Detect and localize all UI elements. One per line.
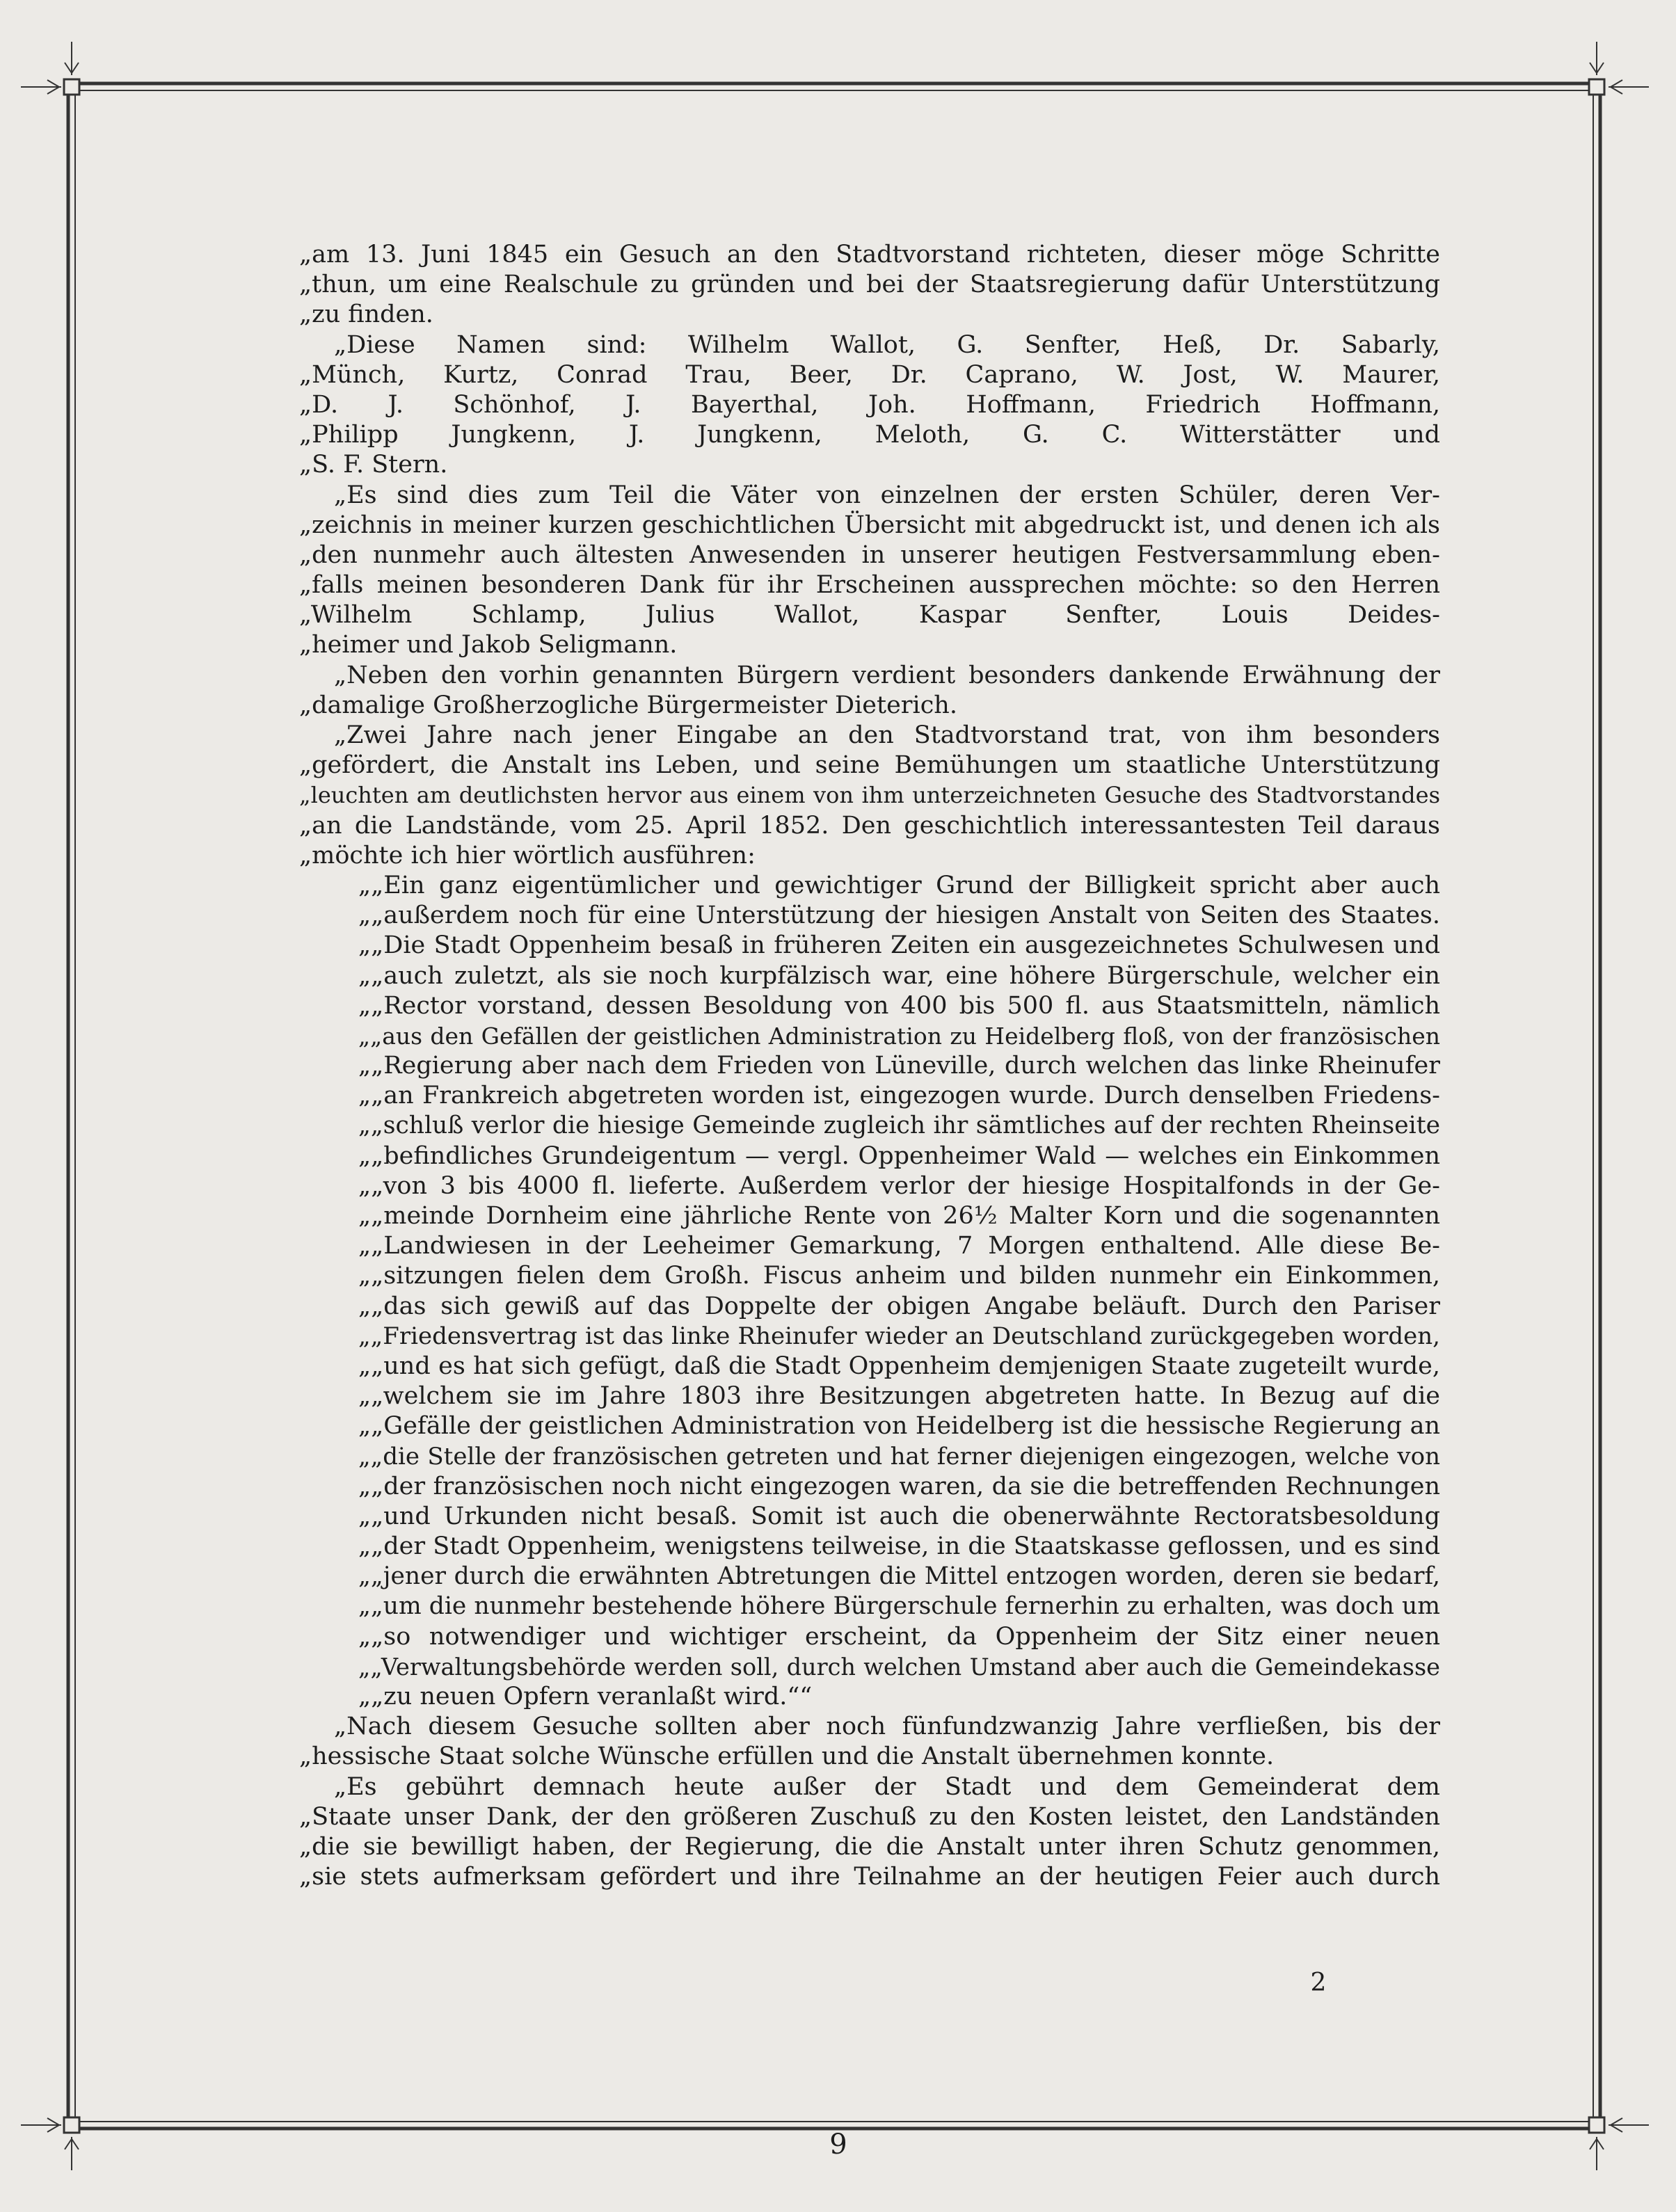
text-line: „„befindliches Grundeigentum — vergl. Oppenheimer Wald — welches ein Einkommen xyxy=(358,1141,1440,1170)
text-line: „„welchem sie im Jahre 1803 ihre Besitzungen abgetreten hatte. In Bezug auf die xyxy=(358,1382,1440,1411)
text-line: „„schluß verlor die hiesige Gemeinde zugleich ihr sämtliches auf der rechten Rheinseite xyxy=(358,1112,1440,1140)
text-line: „falls meinen besonderen Dank für ihr Erscheinen aussprechen möchte: so den Herren xyxy=(299,571,1440,600)
text-line: „den nunmehr auch ältesten Anwesenden in unserer heutigen Festversammlung eben- xyxy=(299,540,1440,569)
text-line: „„Ein ganz eigentümlicher und gewichtiger Grund der Billigkeit spricht aber auch xyxy=(358,871,1440,899)
text-line: „„auch zuletzt, als sie noch kurpfälzisch war, eine höhere Bürgerschule, welcher ein xyxy=(358,961,1440,990)
text-line: „Es sind dies zum Teil die Väter von einzelnen der ersten Schüler, deren Ver- xyxy=(334,481,1440,509)
text-line: „damalige Großherzogliche Bürgermeister Dieterich. xyxy=(299,691,957,719)
text-line: „heimer und Jakob Seligmann. xyxy=(299,631,678,659)
text-line: „S. F. Stern. xyxy=(299,451,448,479)
text-line: „zeichnis in meiner kurzen geschichtlichen Übersicht mit abgedruckt ist, und denen ich als xyxy=(299,511,1440,539)
text-line: „Nach diesem Gesuche sollten aber noch fünfundzwanzig Jahre verfließen, bis der xyxy=(334,1713,1440,1741)
text-line: „gefördert, die Anstalt ins Leben, und seine Bemühungen um staatliche Unterstützung xyxy=(299,751,1440,780)
text-line: „zu finden. xyxy=(299,300,433,329)
text-line: „Zwei Jahre nach jener Eingabe an den Stadtvorstand trat, von ihm besonders xyxy=(334,721,1440,749)
text-line: „möchte ich hier wörtlich ausführen: xyxy=(299,841,756,869)
text-line: „Wilhelm Schlamp, Julius Wallot, Kaspar Senfter, Louis Deides- xyxy=(299,601,1440,630)
text-line: „„zu neuen Opfern veranlaßt wird.““ xyxy=(358,1683,813,1710)
text-line: „Neben den vorhin genannten Bürgern verdient besonders dankende Erwähnung der xyxy=(334,661,1440,689)
text-line: „Philipp Jungkenn, J. Jungkenn, Meloth, G. C. Witterstätter und xyxy=(299,421,1440,449)
text-line: „„Verwaltungsbehörde werden soll, durch welchen Umstand aber auch die Gemeindekasse xyxy=(358,1653,1440,1681)
text-line: „„und es hat sich gefügt, daß die Stadt Oppenheim demjenigen Staate zugeteilt wurde, xyxy=(358,1352,1440,1380)
text-line: „am 13. Juni 1845 ein Gesuch an den Stadtvorstand richteten, dieser möge Schritte xyxy=(299,241,1440,269)
text-line: „„jener durch die erwähnten Abtretungen die Mittel entzogen worden, deren sie bedarf, xyxy=(358,1562,1440,1591)
text-line: „„sitzungen fielen dem Großh. Fiscus anheim und bilden nunmehr ein Einkommen, xyxy=(358,1262,1440,1290)
text-line: „„die Stelle der französischen getreten und hat ferner diejenigen eingezogen, welche von xyxy=(358,1442,1440,1470)
text-line: „„Regierung aber nach dem Frieden von Lüneville, durch welchen das linke Rheinufer xyxy=(358,1052,1440,1080)
text-line: „sie stets aufmerksam gefördert und ihre Teilnahme an der heutigen Feier auch durch xyxy=(299,1863,1440,1891)
text-line: „„aus den Gefällen der geistlichen Administration zu Heidelberg floß, von der französischen xyxy=(358,1022,1440,1050)
text-line: „Diese Namen sind: Wilhelm Wallot, G. Senfter, Heß, Dr. Sabarly, xyxy=(334,330,1440,359)
text-line: „„Landwiesen in der Leeheimer Gemarkung, 7 Morgen enthaltend. Alle diese Be- xyxy=(358,1232,1440,1260)
text-line: „Staate unser Dank, der den größeren Zuschuß zu den Kosten leistet, den Landständen xyxy=(299,1802,1440,1831)
text-line: „„um die nunmehr bestehende höhere Bürgerschule fernerhin zu erhalten, was doch um xyxy=(358,1592,1440,1621)
text-line: „Münch, Kurtz, Conrad Trau, Beer, Dr. Caprano, W. Jost, W. Maurer, xyxy=(299,360,1440,389)
text-line: „„an Frankreich abgetreten worden ist, eingezogen wurde. Durch denselben Friedens- xyxy=(358,1082,1440,1110)
text-line: „leuchten am deutlichsten hervor aus einem von ihm unterzeichneten Gesuche des Stadtvorstandes xyxy=(299,782,1440,809)
text-line: „an die Landstände, vom 25. April 1852. Den geschichtlich interessantesten Teil daraus xyxy=(299,811,1440,840)
text-line: „Es gebührt demnach heute außer der Stadt und dem Gemeinderat dem xyxy=(334,1772,1440,1801)
text-line: „„Rector vorstand, dessen Besoldung von 400 bis 500 fl. aus Staatsmitteln, nämlich xyxy=(358,991,1440,1020)
text-line: „„Friedensvertrag ist das linke Rheinufer wieder an Deutschland zurückgegeben worden, xyxy=(358,1322,1440,1350)
page-number: 9 xyxy=(829,2129,847,2161)
body-text xyxy=(299,240,1440,1892)
text-line: „„der französischen noch nicht eingezogen waren, da sie die betreffenden Rechnungen xyxy=(358,1472,1440,1500)
sheet-marker: 2 xyxy=(1310,1969,1327,1997)
text-line: „„außerdem noch für eine Unterstützung der hiesigen Anstalt von Seiten des Staates. xyxy=(358,901,1440,930)
text-line: „„so notwendiger und wichtiger erscheint, da Oppenheim der Sitz einer neuen xyxy=(358,1622,1440,1651)
text-line: „thun, um eine Realschule zu gründen und bei der Staatsregierung dafür Unterstützung xyxy=(299,271,1440,299)
text-line: „„der Stadt Oppenheim, wenigstens teilweise, in die Staatskasse geflossen, und es sind xyxy=(358,1532,1440,1561)
text-line: „die sie bewilligt haben, der Regierung, die die Anstalt unter ihren Schutz genommen, xyxy=(299,1832,1440,1861)
text-line: „„Die Stadt Oppenheim besaß in früheren Zeiten ein ausgezeichnetes Schulwesen und xyxy=(358,931,1440,960)
text-line: „„von 3 bis 4000 fl. lieferte. Außerdem verlor der hiesige Hospitalfonds in der Ge- xyxy=(358,1171,1440,1200)
text-line: „hessische Staat solche Wünsche erfüllen und die Anstalt übernehmen konnte. xyxy=(299,1742,1275,1771)
text-line: „D. J. Schönhof, J. Bayerthal, Joh. Hoffmann, Friedrich Hoffmann, xyxy=(299,390,1440,419)
text-line: „„und Urkunden nicht besaß. Somit ist auch die obenerwähnte Rectoratsbesoldung xyxy=(358,1502,1440,1530)
text-line: „„Gefälle der geistlichen Administration von Heidelberg ist die hessische Regierung an xyxy=(358,1412,1440,1441)
text-line: „„das sich gewiß auf das Doppelte der obigen Angabe beläuft. Durch den Pariser xyxy=(358,1292,1440,1320)
text-line: „„meinde Dornheim eine jährliche Rente von 26½ Malter Korn und die sogenannten xyxy=(358,1202,1440,1230)
